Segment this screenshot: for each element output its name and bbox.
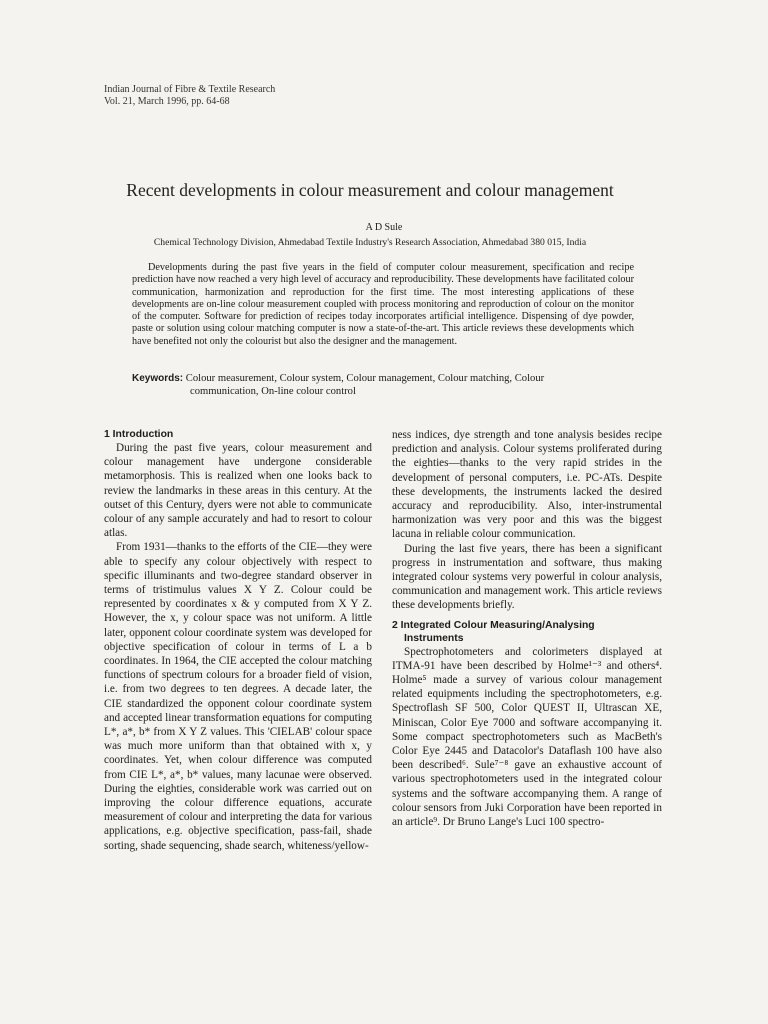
abstract — [132, 262, 634, 348]
section-1-paragraph-2: From 1931—thanks to the efforts of the CIE—they were able to specify any colour objectively with respect to specific illuminants and two-degree standard observer in terms of tristimulus values X Y Z. Colour could be represented by coordinates x & y computed from X Y Z. However, the x, y colour space was not uniform. A little later, opponent colour coordinate system was developed for objective specification of colour in terms of L a b coordinates. In 1964, the CIE accepted the colour matching functions of spectrum colours for a broader field of vision, i.e. from two degrees to ten degrees. A decade later, the CIE standardized the opponent colour coordinate system and accepted linear transformation equations for computing L*, a*, b* from X Y Z values. This 'CIELAB' colour space was much more uniform than that obtained with x, y coordinates. Yet, when colour difference was computed from CIE L*, a*, b* values, many lacunae were observed. During the eighties, considerable work was carried out on improving the colour difference equations, accurate measurement of colour and interpreting the data for various applications, e.g. objective specification, pass-fail, shade sorting, shade sequencing, shade search, whiteness/yellow- — [104, 541, 372, 852]
journal-header — [104, 84, 275, 108]
section-2-heading — [392, 619, 662, 645]
paper-title: Recent developments in colour measurement and colour management — [126, 180, 614, 200]
journal-name: Indian Journal of Fibre & Textile Research — [104, 84, 276, 95]
abstract-text: Developments during the past five years in the field of computer colour measurement, specification and recipe prediction have now reached a very high level of accuracy and reproducibility. These developments have facilitated colour communication, harmonization and reproduction for the first time. The most interesting applications of these developments are on-line colour measurement coupled with process monitoring and reproduction of colour on the monitor of the computer. Software for prediction of recipes today incorporates artificial intelligence. Dispensing of dye powder, paste or solution using colour matching computer is now a state-of-the-art. This article reviews these developments which have benefited not only the colourist but also the designer and the management. — [132, 262, 634, 347]
keywords — [132, 372, 632, 398]
section-2-heading-line1: 2 Integrated Colour Measuring/Analysing — [392, 619, 595, 631]
journal-issue: Vol. 21, March 1996, pp. 64-68 — [104, 96, 230, 107]
section-1-paragraph-1: During the past five years, colour measurement and colour management have undergone considerable metamorphosis. This is realized when one looks back to review the landmarks in these areas in this century. At the outset of this Century, dyers were not able to communicate colour of any sample accurately and had to resort to colour atlas. — [104, 442, 372, 540]
affiliation: Chemical Technology Division, Ahmedabad Textile Industry's Research Association, Ahmedabad 380 015, India — [153, 237, 587, 248]
keywords-line2: communication, On-line colour control — [190, 386, 356, 397]
section-2-paragraph-1: Spectrophotometers and colorimeters displayed at ITMA-91 have been described by Holme¹⁻³ and others⁴. Holme⁵ made a survey of various colour management related equipments including the spectrophotometers, e.g. Spectroflash SF 500, Color QUEST II, Ultrascan XE, Miniscan, Color Eye 7000 and software accompanying it. Some compact spectrophotometers such as MacBeth's Color Eye 2445 and Datacolor's Dataflash 100 have also been described⁶. Sule⁷⁻⁸ gave an exhaustive account of various spectrophotometers used in the integrated colour systems and the software accompanying them. A range of colour sensors from Juki Corporation have been reported in an article⁹. Dr Bruno Lange's Luci 100 spectro- — [392, 645, 662, 829]
section-1-paragraph-3: ness indices, dye strength and tone analysis besides recipe prediction and analysis. Colour systems proliferated during the eighties—thanks to the very rapid strides in the development of personal computers, i.e. PC-ATs. Despite these developments, the instruments lacked the desired accuracy and reproducibility. Also, inter-instrumental harmonization was very poor and this was the biggest lacuna in reliable colour communication. — [392, 429, 662, 541]
right-column — [392, 428, 662, 829]
author: A D Sule — [365, 222, 403, 233]
keywords-label: Keywords: — [132, 373, 184, 384]
left-column — [104, 428, 372, 853]
section-2-heading-line2: Instruments — [404, 632, 464, 644]
keywords-line1: Colour measurement, Colour system, Colour management, Colour matching, Colour — [185, 373, 545, 384]
section-1-heading: 1 Introduction — [104, 429, 174, 440]
section-1-paragraph-4: During the last five years, there has been a significant progress in instrumentation and software, thus making integrated colour systems very powerful in colour analysis, communication and management work. This article reviews these developments briefly. — [392, 542, 662, 612]
